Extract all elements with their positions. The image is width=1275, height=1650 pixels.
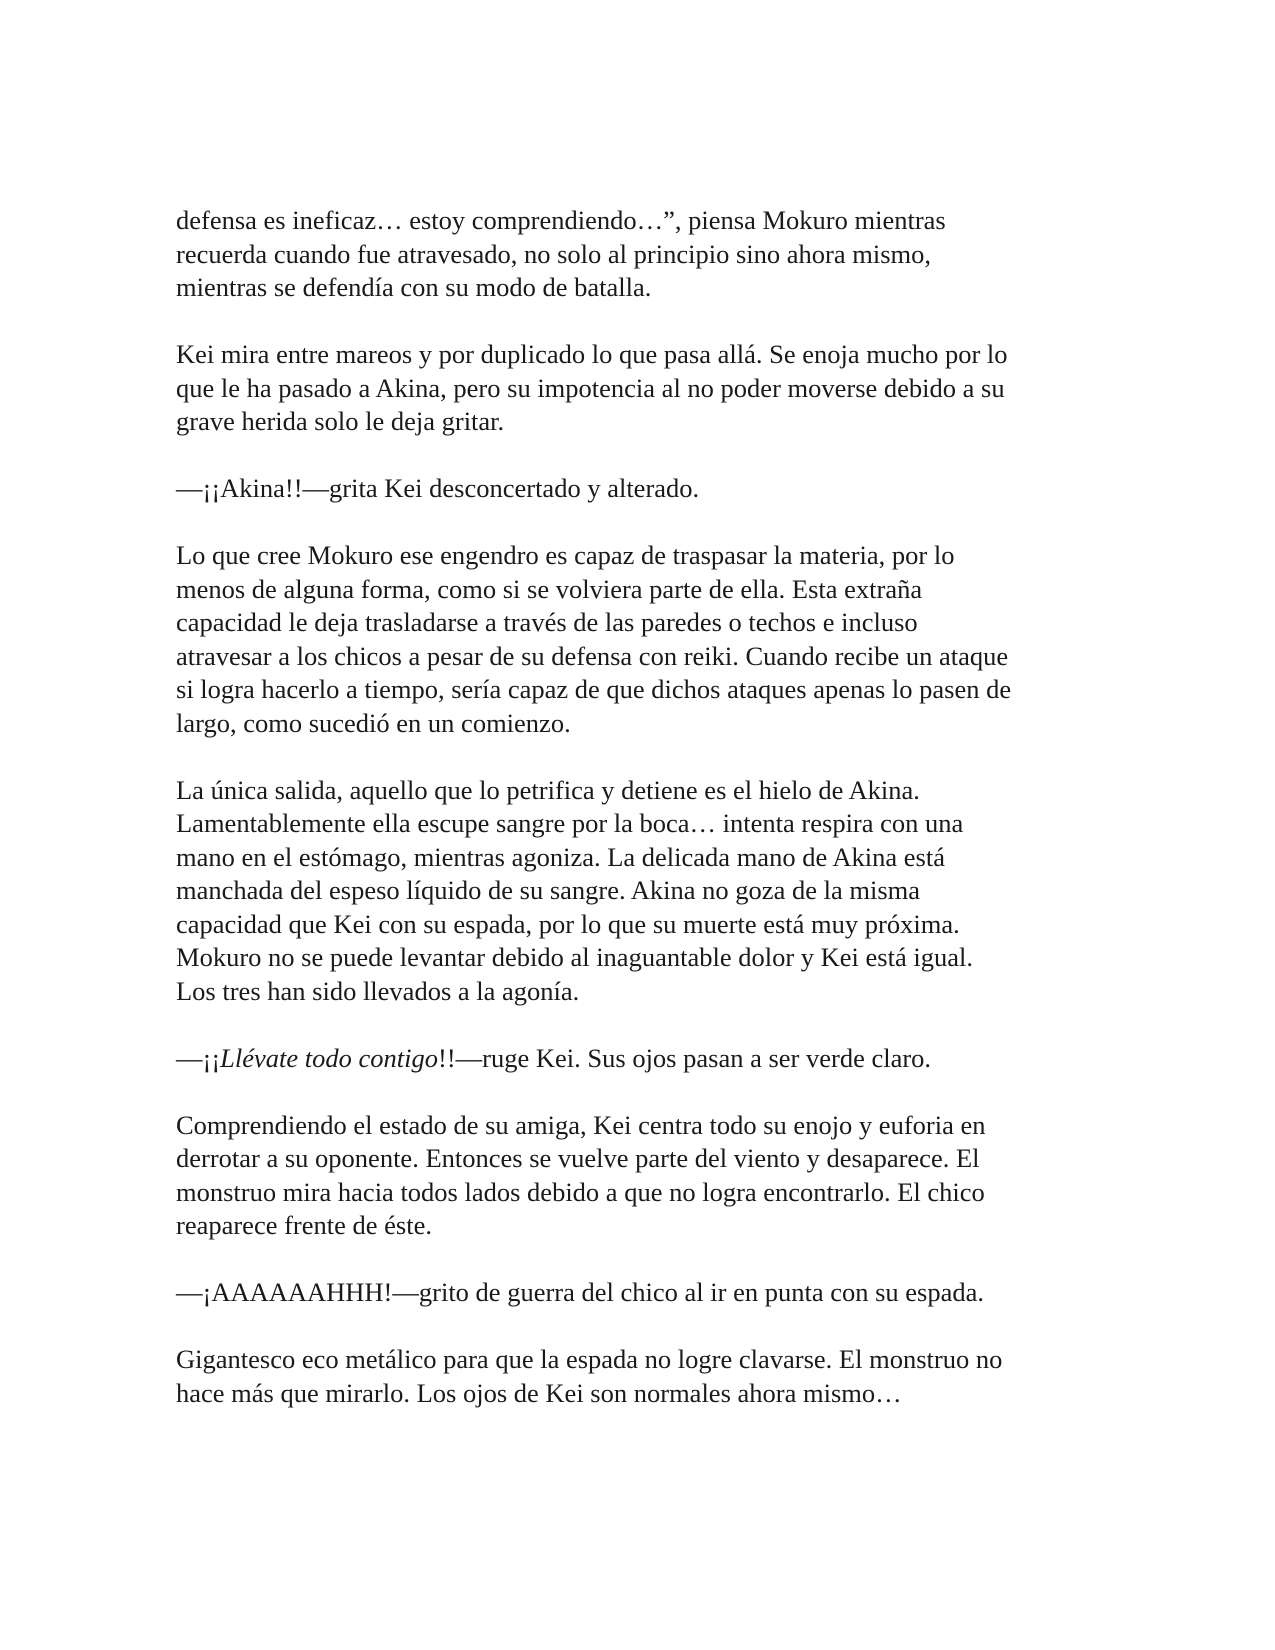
text-line: menos de alguna forma, como si se volviera parte de ella. Esta extraña — [176, 573, 923, 604]
dialogue-close: !!—ruge Kei. Sus ojos pasan a ser verde claro. — [438, 1042, 932, 1073]
dialogue-line — [176, 1042, 1106, 1076]
text-line: que le ha pasado a Akina, pero su impotencia al no poder moverse debido a su — [176, 372, 1005, 403]
paragraph — [176, 338, 1106, 439]
text-line — [176, 1042, 1106, 1076]
paragraph — [176, 1343, 1106, 1410]
text-line: largo, como sucedió en un comienzo. — [176, 707, 571, 738]
text-line: mano en el estómago, mientras agoniza. La delicada mano de Akina está — [176, 841, 945, 872]
text-line: capacidad que Kei con su espada, por lo que su muerte está muy próxima. — [176, 908, 960, 939]
document-page — [176, 204, 1106, 1444]
text-line: defensa es ineficaz… estoy comprendiendo…”, piensa Mokuro mientras — [176, 205, 946, 235]
text-line: manchada del espeso líquido de su sangre. Akina no goza de la misma — [176, 875, 921, 905]
dialogue-line — [176, 472, 1106, 506]
dialogue-open: —¡¡ — [176, 1042, 221, 1073]
text-line: —¡AAAAAAHHH!—grito de guerra del chico al ir en punta con su espada. — [176, 1277, 985, 1307]
text-line: Comprendiendo el estado de su amiga, Kei centra todo su enojo y euforia en — [176, 1109, 986, 1140]
text-line: Gigantesco eco metálico para que la espada no logre clavarse. El monstruo no — [176, 1344, 1003, 1374]
text-line: grave herida solo le deja gritar. — [176, 406, 505, 436]
text-line: Lo que cree Mokuro ese engendro es capaz de traspasar la materia, por lo — [176, 540, 955, 570]
italic-speech: Llévate todo contigo — [220, 1042, 439, 1073]
dialogue-line — [176, 1276, 1106, 1310]
text-line: recuerda cuando fue atravesado, no solo al principio sino ahora mismo, — [176, 238, 932, 269]
text-line: Mokuro no se puede levantar debido al inaguantable dolor y Kei está igual. — [176, 942, 973, 972]
paragraph — [176, 539, 1106, 740]
text-line: si logra hacerlo a tiempo, sería capaz de que dichos ataques apenas lo pasen de — [176, 674, 1012, 704]
text-line: —¡¡Akina!!—grita Kei desconcertado y alterado. — [176, 473, 700, 503]
text-line: capacidad le deja trasladarse a través de las paredes o techos e incluso — [176, 607, 918, 637]
text-line: monstruo mira hacia todos lados debido a que no logra encontrarlo. El chico — [176, 1176, 985, 1207]
paragraph — [176, 204, 1106, 305]
text-line: Kei mira entre mareos y por duplicado lo que pasa allá. Se enoja mucho por lo — [176, 339, 1008, 369]
text-line: atravesar a los chicos a pesar de su defensa con reiki. Cuando recibe un ataque — [176, 640, 1009, 671]
text-line: Los tres han sido llevados a la agonía. — [176, 975, 580, 1006]
text-line: hace más que mirarlo. Los ojos de Kei son normales ahora mismo… — [176, 1377, 902, 1408]
text-line: La única salida, aquello que lo petrifica y detiene es el hielo de Akina. — [176, 774, 920, 805]
text-line: derrotar a su oponente. Entonces se vuelve parte del viento y desaparece. El — [176, 1143, 980, 1173]
paragraph — [176, 774, 1106, 1009]
text-line: reaparece frente de éste. — [176, 1210, 432, 1240]
text-line: mientras se defendía con su modo de batalla. — [176, 272, 652, 302]
text-line: Lamentablemente ella escupe sangre por la boca… intenta respira con una — [176, 808, 964, 838]
paragraph — [176, 1109, 1106, 1243]
